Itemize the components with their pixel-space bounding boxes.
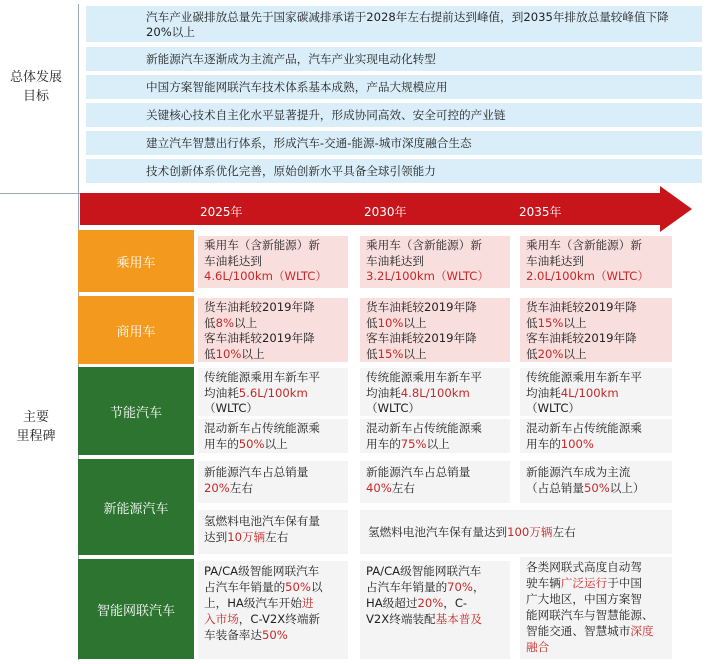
cell-line — [204, 611, 342, 627]
cell-line: 混动新车占传统能源乘 — [366, 421, 482, 435]
cell-text: 低 — [526, 346, 538, 361]
cell-line — [526, 623, 666, 639]
cell-text: 占汽车年销量的 — [204, 580, 286, 594]
goal-text: 汽车产业碳排放总量先于国家碳减排承诺于2028年左右提前达到峰值，到2035年排放总量较峰值下降20%以上 — [146, 10, 669, 39]
cell-line: 乘用车（含新能源）新 — [204, 238, 320, 252]
cell-line — [366, 611, 504, 627]
goal-item — [86, 159, 702, 183]
cell-line: 新能源汽车成为主流 — [526, 465, 631, 479]
cell-text: 以上 — [563, 315, 587, 330]
cell-line — [366, 579, 504, 595]
cell-es-fuel-2035 — [520, 368, 672, 416]
cell-passenger-2025 — [198, 236, 348, 288]
goals-section-label — [0, 60, 72, 110]
cell-text: 以上 — [241, 346, 265, 361]
cell-highlight: 融合 — [526, 640, 550, 654]
cell-highlight: 4.6L/100km（WLTC） — [204, 269, 327, 283]
cell-text: 于中国 — [607, 576, 642, 590]
cell-line — [204, 386, 342, 402]
cell-line: PA/CA级智能网联汽车 — [204, 564, 320, 578]
cell-text: 用车的 — [366, 436, 401, 451]
category-commercial — [78, 296, 194, 364]
goal-item — [86, 6, 702, 42]
cell-es-hybrid-2030 — [360, 419, 510, 453]
category-label: 智能网联汽车 — [96, 603, 175, 619]
milestones-label-line2: 里程碑 — [16, 429, 56, 444]
cell-line: 客车油耗较2019年降 — [526, 331, 637, 345]
cell-line — [366, 481, 504, 497]
cell-line: 混动新车占传统能源乘 — [526, 421, 642, 435]
cell-highlight: 15% — [377, 346, 404, 361]
cell-highlight: 50% — [583, 480, 610, 495]
cell-highlight: 广泛运行 — [560, 576, 608, 590]
goal-item — [86, 47, 702, 71]
cell-text: 低 — [204, 346, 216, 361]
category-connected — [78, 559, 194, 659]
category-label: 新能源汽车 — [103, 501, 169, 517]
cell-icv-2030 — [360, 561, 510, 659]
cell-highlight: 100万辆 — [507, 525, 553, 540]
cell-text: 智能交通、智慧城市 — [526, 624, 631, 638]
cell-line: 能网联汽车与智慧能源、 — [526, 608, 654, 622]
goals-label-line2: 目标 — [22, 89, 49, 104]
cell-text: 以上 — [403, 315, 427, 330]
category-energy-saving — [78, 367, 194, 455]
goal-text: 技术创新体系优化完善，原始创新水平具备全球引领能力 — [146, 164, 436, 178]
cell-line — [204, 316, 342, 332]
category-label: 节能汽车 — [109, 405, 162, 421]
cell-es-hybrid-2035 — [520, 419, 672, 453]
cell-line: （WLTC） — [204, 401, 259, 415]
cell-text: 驶车辆 — [526, 576, 561, 590]
cell-highlight: 深度 — [630, 624, 654, 638]
category-label: 商用车 — [116, 324, 156, 340]
cell-highlight: 4L/100km — [560, 385, 619, 400]
cell-text: 低 — [366, 315, 378, 330]
cell-text: 以 — [310, 580, 323, 594]
cell-line — [526, 347, 666, 363]
cell-commercial-2035 — [520, 298, 672, 362]
cell-line: 货车油耗较2019年降 — [366, 300, 477, 314]
goal-item — [86, 75, 702, 99]
cell-nev-share-2035 — [520, 461, 672, 503]
section-divider-horizontal — [0, 193, 80, 194]
cell-line — [204, 481, 342, 497]
cell-highlight: 75% — [400, 436, 427, 451]
cell-line: 货车油耗较2019年降 — [204, 300, 315, 314]
cell-text: 用车的 — [526, 436, 561, 451]
cell-line: 混动新车占传统能源乘 — [204, 421, 320, 435]
cell-nev-share-2025 — [198, 461, 348, 503]
cell-icv-2025 — [198, 561, 348, 659]
cell-highlight: 40% — [366, 480, 392, 495]
cell-text: 均油耗 — [366, 385, 401, 400]
cell-line: （WLTC） — [526, 401, 581, 415]
timeline-year-2030: 2030年 — [364, 205, 407, 219]
cell-line — [366, 437, 504, 453]
cell-text: 均油耗 — [204, 385, 239, 400]
goal-text: 中国方案智能网联汽车技术体系基本成熟，产品大规模应用 — [146, 80, 448, 94]
cell-line — [526, 481, 666, 497]
cell-line — [204, 595, 342, 611]
cell-commercial-2025 — [198, 298, 348, 362]
cell-line: 客车油耗较2019年降 — [366, 331, 477, 345]
cell-text: （占总销量 — [526, 480, 584, 495]
cell-line — [366, 386, 504, 402]
cell-highlight: 10% — [215, 346, 242, 361]
category-nev — [78, 459, 194, 555]
cell-line: 传统能源乘用车新车平 — [526, 370, 642, 384]
cell-line: （WLTC） — [366, 401, 421, 415]
cell-line: 货车油耗较2019年降 — [526, 300, 637, 314]
goal-text: 关键核心技术自主化水平显著提升，形成协同高效、安全可控的产业链 — [146, 108, 506, 122]
cell-icv-2035 — [520, 557, 672, 659]
cell-line: 新能源汽车占总销量 — [204, 465, 309, 479]
cell-line: 乘用车（含新能源）新 — [526, 238, 642, 252]
cell-text: 左右 — [391, 480, 415, 495]
goal-text: 新能源汽车逐渐成为主流产品，汽车产业实现电动化转型 — [146, 52, 436, 66]
cell-highlight: 基本普及 — [435, 612, 483, 626]
cell-line: PA/CA级智能网联汽车 — [366, 564, 482, 578]
cell-highlight: 8% — [215, 315, 235, 330]
cell-highlight: 3.2L/100km（WLTC） — [366, 269, 489, 283]
cell-nev-fc-2025 — [198, 510, 348, 554]
cell-es-fuel-2025 — [198, 368, 348, 416]
goal-item — [86, 103, 702, 127]
cell-line: 新能源汽车占总销量 — [366, 465, 471, 479]
goal-text: 建立汽车智慧出行体系，形成汽车-交通-能源-城市深度融合生态 — [146, 136, 472, 150]
cell-text: ， — [472, 580, 485, 594]
cell-line — [204, 627, 342, 643]
cell-highlight: 4.8L/100km — [400, 385, 470, 400]
cell-text: 以上 — [264, 436, 288, 451]
cell-highlight: 入市场 — [204, 612, 239, 626]
cell-passenger-2030 — [360, 236, 510, 288]
cell-highlight: 50% — [285, 580, 311, 594]
cell-passenger-2035 — [520, 236, 672, 288]
cell-text: HA级超过 — [366, 596, 418, 610]
cell-text: V2X终端装配 — [366, 612, 436, 626]
cell-text: 以上 — [403, 346, 427, 361]
cell-text: 氢燃料电池汽车保有量达到 — [368, 525, 508, 540]
cell-line — [366, 316, 504, 332]
cell-line — [204, 530, 342, 546]
cell-highlight: 100% — [560, 436, 594, 451]
cell-highlight: 5.6L/100km — [238, 385, 308, 400]
cell-line — [204, 347, 342, 363]
cell-text: 上，HA级汽车开始 — [204, 596, 302, 610]
cell-line — [368, 525, 576, 541]
cell-es-fuel-2030 — [360, 368, 510, 416]
cell-text: 以上） — [609, 480, 645, 495]
cell-highlight: 50% — [238, 436, 265, 451]
cell-highlight: 20% — [204, 480, 230, 495]
cell-line: 车油耗达到 — [366, 253, 424, 268]
cell-text: 左右 — [229, 480, 253, 495]
cell-line — [526, 316, 666, 332]
cell-highlight: 20% — [537, 346, 564, 361]
cell-highlight: 15% — [537, 315, 564, 330]
cell-text: 左右 — [552, 525, 576, 540]
cell-line — [204, 437, 342, 453]
cell-text: 低 — [204, 315, 216, 330]
cell-highlight: 10% — [377, 315, 404, 330]
cell-highlight: 2.0L/100km（WLTC） — [526, 269, 649, 283]
timeline-year-2025: 2025年 — [200, 205, 243, 219]
cell-es-hybrid-2025 — [198, 419, 348, 453]
cell-line: 车油耗达到 — [204, 253, 262, 268]
cell-line — [366, 347, 504, 363]
cell-text: 以上 — [563, 346, 587, 361]
milestones-section-label — [0, 400, 72, 450]
cell-text: ，C-V2X终端新 — [238, 612, 321, 626]
cell-highlight: 50% — [261, 628, 288, 642]
cell-line: 客车油耗较2019年降 — [204, 331, 315, 345]
timeline-year-2035: 2035年 — [519, 205, 562, 219]
cell-line — [526, 437, 666, 453]
cell-line — [526, 575, 666, 591]
category-passenger — [78, 230, 194, 292]
cell-text: 以上 — [426, 436, 450, 451]
cell-text: 低 — [526, 315, 538, 330]
category-label: 乘用车 — [116, 255, 156, 271]
cell-text: 占汽车年销量的 — [366, 580, 448, 594]
cell-text: 左右 — [265, 529, 289, 544]
goal-item — [86, 131, 702, 155]
cell-text: 车装备率达 — [204, 628, 262, 642]
cell-line: 各类网联式高度自动驾 — [526, 560, 642, 574]
cell-text: 低 — [366, 346, 378, 361]
cell-highlight: 70% — [447, 580, 473, 594]
cell-line — [204, 579, 342, 595]
cell-line: 乘用车（含新能源）新 — [366, 238, 482, 252]
cell-highlight: 10万辆 — [227, 529, 266, 544]
cell-commercial-2030 — [360, 298, 510, 362]
milestones-label-line1: 主要 — [22, 410, 49, 425]
cell-highlight: 20% — [417, 596, 444, 610]
cell-nev-share-2030 — [360, 461, 510, 503]
cell-line: 广大地区，中国方案智 — [526, 592, 642, 606]
cell-text: 均油耗 — [526, 385, 561, 400]
cell-line: 传统能源乘用车新车平 — [204, 370, 320, 384]
cell-line — [526, 386, 666, 402]
cell-line: 氢燃料电池汽车保有量 — [204, 514, 320, 528]
cell-highlight: 进 — [301, 596, 314, 610]
cell-line: 车油耗达到 — [526, 253, 584, 268]
cell-nev-fc-2030-2035 — [360, 510, 672, 554]
cell-text: 达到 — [204, 529, 228, 544]
cell-line: 传统能源乘用车新车平 — [366, 370, 482, 384]
cell-text: 以上 — [234, 315, 258, 330]
cell-line — [366, 595, 504, 611]
goals-label-line1: 总体发展 — [9, 70, 62, 85]
cell-text: ，C- — [443, 596, 468, 610]
cell-text: 用车的 — [204, 436, 239, 451]
